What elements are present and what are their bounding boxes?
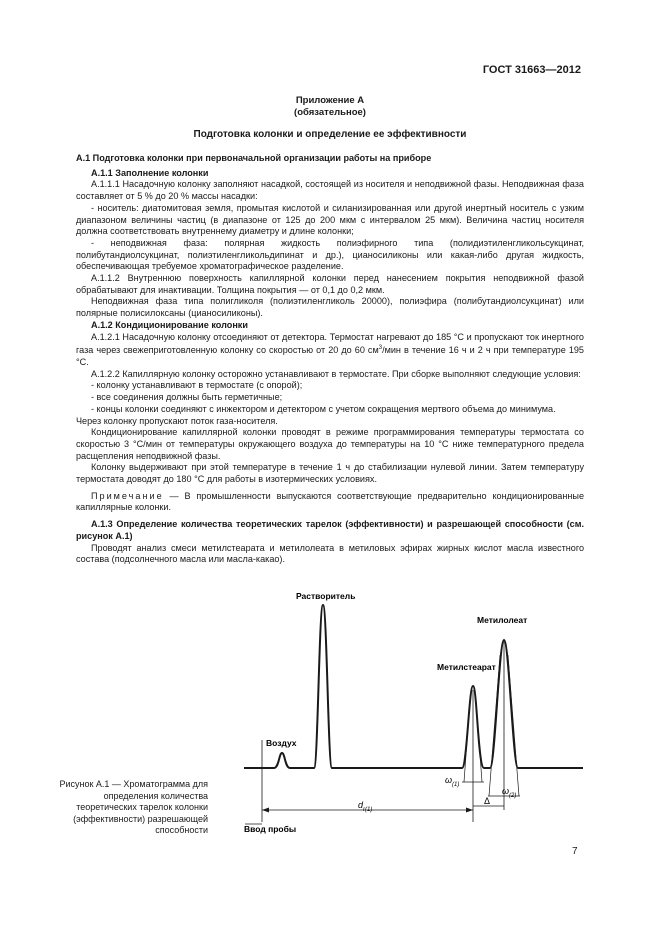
para-a13: Проводят анализ смеси метилстеарата и метилолеата в метиловых эфирах жирных кислот масла известного состава (подсолнечного масла или масла-какао). [76,542,584,565]
appendix-title: Приложение А [295,95,365,106]
document-code: ГОСТ 31663—2012 [482,64,581,76]
para-a112: А.1.1.2 Внутреннюю поверхность капиллярной колонки перед нанесением покрытия неподвижной фазой обрабатывают для инактивации. Толщина покрытия — от 0,1 до 0,2 мкм. [76,273,584,295]
para-a122: А.1.2.2 Капиллярную колонку осторожно устанавливают в термостате. При сборке выполняют следующие условия: [91,368,581,379]
label-stearate: Метилстеарат [437,662,496,672]
label-w2: $\omega_{(2)}$ [502,786,517,799]
figure-caption: Рисунок А.1 — Хроматограмма для определения количества теоретических тарелок колонки (эффективности) разрешающей способности [59,779,208,836]
label-solvent: Растворитель [296,591,356,601]
label-delta: Δ [484,796,491,806]
bullet-install: - колонку устанавливают в термостате (с опорой); [91,380,303,391]
label-dr1: $d_{r(1)}$ [358,800,373,813]
section-a11-heading: А.1.1 Заполнение колонки [91,167,209,178]
page-number: 7 [572,846,578,857]
label-air: Воздух [266,738,297,748]
main-title: Подготовка колонки и определение ее эффективности [193,129,467,140]
para-a121: А.1.2.1 Насадочную колонку отсоединяют от детектора. Термостат нагревают до 185 °С и пропускают ток инертного газа через свежеприготовленную колонку со скоростью от 20 до 60 $см^3$/мин в течение 16 ч и 2 ч при температуре 195 °С. [76,331,584,367]
bullet-sealed: - все соединения должны быть герметичные; [91,392,283,403]
para-cond-program: Кондиционирование капиллярной колонки проводят в режиме программирования температуры термостата со скоростью 3 °С/мин от температуры окружающего воздуха до температуры на 10 °С ниже температурного предела расщепления неподвижной фазы. [76,427,584,461]
note-text: — В промышленности выпускаются соответствующие предварительно кондиционированные капиллярные колонки. [76,490,584,513]
para-a112-b: Неподвижная фаза типа полигликоля (полиэтиленгликоль 20000), полиэфира (полибутандиолсукцинат) или полярные полисилоксаны (цианосиликоны). [76,296,584,319]
section-a1-heading: А.1 Подготовка колонки при первоначальной организации работы на приборе [76,153,432,163]
note-label: Примечание [91,490,164,501]
section-a12-heading: А.1.2 Кондиционирование колонки [91,319,248,330]
para-cond-hold: Колонку выдерживают при этой температуре в течение 1 ч до стабилизации нулевой линии. Затем температуру термостата доводят до 180 °С для работы в изотермических условиях. [76,462,584,485]
bullet-phase: - неподвижная фаза: полярная жидкость полиэфирного типа (полидиэтиленгликольсукцинат, полибутандиолсукцинат, полиэтиленгликольдипинат и др.), цианосиликоны или какая-либо другая жидкость, обеспечивающая требуемое хроматографическое разделение. [76,237,584,272]
appendix-subtitle: (обязательное) [294,107,366,118]
para-gas-flow: Через колонку пропускают поток газа-носителя. [76,415,278,426]
label-injection: Ввод пробы [244,824,297,834]
para-a111: А.1.1.1 Насадочную колонку заполняют насадкой, состоящей из носителя и неподвижной фазы. Неподвижная фаза составляет от 5 % до 20 % массы насадки: [76,179,584,202]
label-w1: $\omega_{(1)}$ [445,775,460,788]
bullet-carrier: - носитель: диатомитовая земля, промытая кислотой и силанизированная или другой инертный носитель с узким диапазоном величины частиц (в диапазоне от 125 до 200 мкм с интервалом 25 мкм). Величина частиц носителя должна соответствовать внутреннему диаметру и длине колонки; [76,202,584,237]
bullet-ends: - концы колонки соединяют с инжектором и детектором с учетом сокращения мертвого объема до минимума. [91,403,556,414]
label-oleate: Метилолеат [477,615,528,625]
section-a13-heading: А.1.3 Определение количества теоретических тарелок (эффективности) и разрешающей способности (см. рисунок А.1) [76,519,584,541]
